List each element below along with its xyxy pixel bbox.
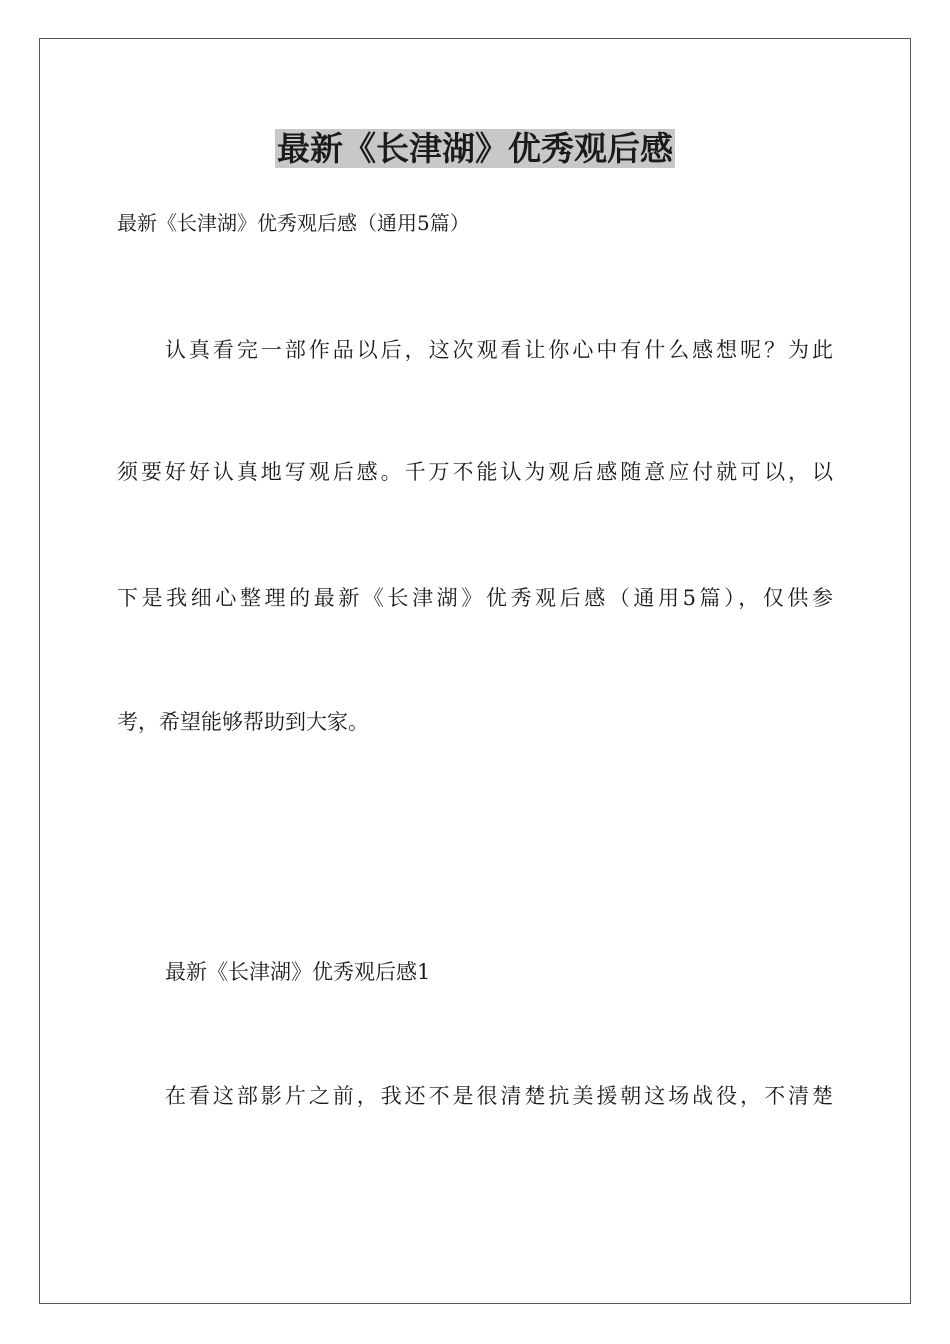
intro-line-4: 考，希望能够帮助到大家。 — [117, 710, 369, 734]
intro-line-1: 认真看完一部作品以后，这次观看让你心中有什么感想呢？为此 — [165, 338, 833, 362]
document-title — [0, 126, 950, 172]
section-heading: 最新《长津湖》优秀观后感1 — [165, 960, 431, 984]
intro-line-2: 须要好好认真地写观后感。千万不能认为观后感随意应付就可以，以 — [117, 460, 833, 484]
document-subtitle: 最新《长津湖》优秀观后感（通用5篇） — [117, 211, 470, 235]
document-title-text: 最新《长津湖》优秀观后感 — [277, 129, 673, 168]
body-line-1: 在看这部影片之前，我还不是很清楚抗美援朝这场战役，不清楚 — [165, 1084, 833, 1108]
intro-line-3: 下是我细心整理的最新《长津湖》优秀观后感（通用5篇），仅供参 — [117, 586, 833, 610]
